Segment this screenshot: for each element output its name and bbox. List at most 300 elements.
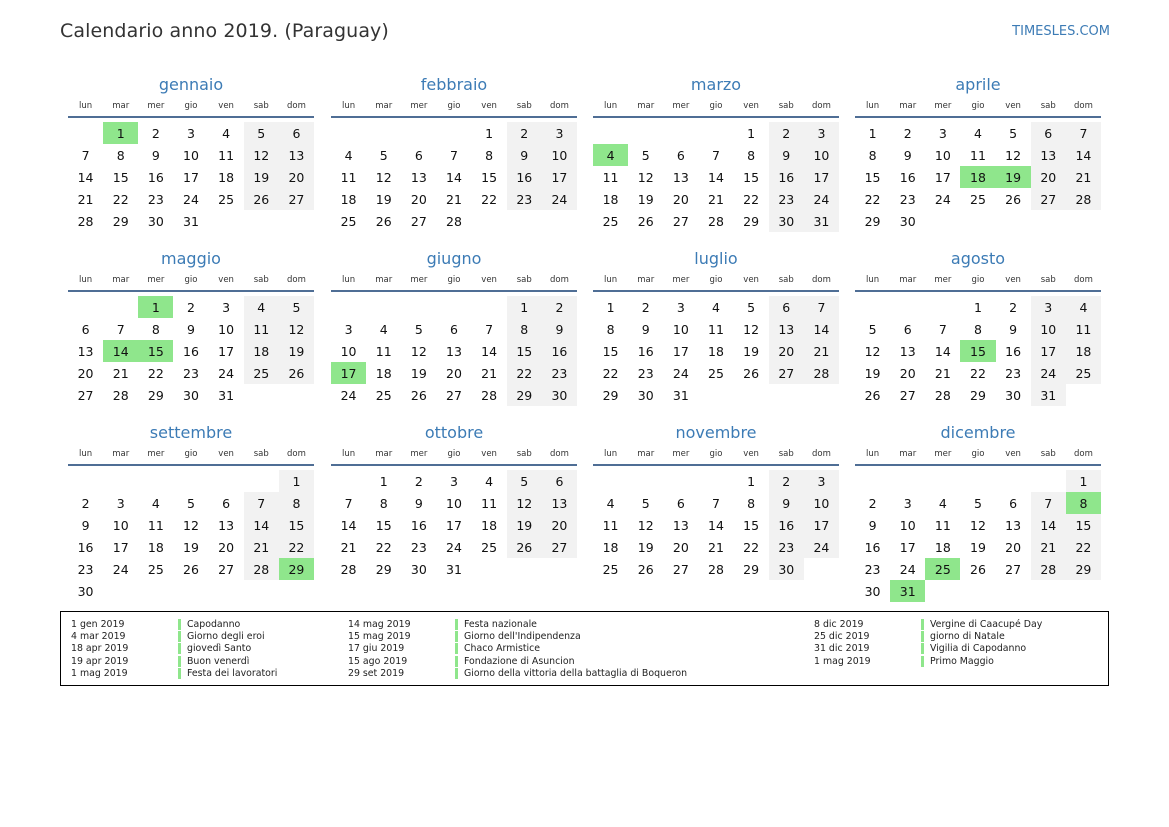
- day: 19: [279, 340, 314, 362]
- holiday-date: 4 mar 2019: [71, 631, 126, 643]
- weekday-label: sab: [1040, 449, 1056, 459]
- day: 14: [77, 169, 94, 185]
- day: 23: [769, 188, 804, 210]
- days-grid: [855, 470, 1101, 602]
- day: 24: [112, 561, 129, 577]
- day: 3: [1031, 296, 1066, 318]
- day: 18: [602, 539, 619, 555]
- day: 21: [481, 365, 498, 381]
- day: 3: [187, 125, 195, 141]
- weekday-label: mar: [899, 449, 917, 459]
- day-empty: [68, 296, 103, 318]
- day: 17: [112, 539, 129, 555]
- day: 5: [974, 495, 982, 511]
- holiday-date: 1 gen 2019: [71, 618, 125, 630]
- day: 25: [602, 213, 619, 229]
- day: 6: [279, 122, 314, 144]
- day: 13: [279, 144, 314, 166]
- holiday-row: [804, 643, 1042, 655]
- day: 23: [864, 561, 881, 577]
- day: 31: [218, 387, 235, 403]
- weekday-label: dom: [1073, 275, 1093, 285]
- day: 12: [375, 169, 392, 185]
- day: 27: [446, 387, 462, 403]
- day: 8: [507, 318, 542, 340]
- day: 8: [279, 492, 314, 514]
- day: 7: [116, 321, 125, 337]
- day: 2: [81, 495, 90, 511]
- holiday-name: Buon venerdì: [178, 656, 249, 667]
- day: 19: [375, 191, 392, 207]
- day: 25: [481, 539, 498, 555]
- weekday-header: [593, 96, 839, 118]
- day: 5: [641, 495, 650, 511]
- day: 26: [375, 213, 392, 229]
- day: 15: [112, 169, 129, 185]
- holiday-day: 31: [890, 580, 925, 602]
- day: 11: [340, 169, 357, 185]
- weekday-label: dom: [811, 275, 831, 285]
- weekday-label: mer: [934, 449, 952, 459]
- day: 12: [970, 517, 986, 533]
- day: 5: [507, 470, 542, 492]
- weekday-label: mar: [112, 449, 130, 459]
- weekday-label: gio: [971, 275, 985, 285]
- day: 29: [970, 387, 986, 403]
- day: 23: [542, 362, 577, 384]
- day: 10: [183, 147, 199, 163]
- day: 6: [81, 321, 90, 337]
- day: 20: [410, 191, 427, 207]
- day: 22: [279, 536, 314, 558]
- day: 7: [938, 321, 947, 337]
- day: 24: [934, 191, 951, 207]
- day-empty: [663, 470, 698, 492]
- day: 25: [375, 387, 392, 403]
- weekday-label: lun: [342, 101, 356, 111]
- holiday-row: [61, 618, 277, 630]
- day: 2: [507, 122, 542, 144]
- holiday-name: Fondazione di Asuncion: [455, 656, 575, 667]
- weekday-label: gio: [184, 449, 198, 459]
- holiday-date: 18 apr 2019: [71, 643, 129, 655]
- weekday-header: [855, 270, 1101, 292]
- day: 29: [507, 384, 542, 406]
- weekday-label: ven: [481, 275, 497, 285]
- holiday-column: [804, 618, 1042, 668]
- day: 21: [1031, 536, 1066, 558]
- day: 21: [708, 191, 724, 207]
- day: 25: [708, 365, 724, 381]
- days-grid: [68, 296, 314, 406]
- holiday-date: 29 set 2019: [348, 668, 405, 680]
- weekday-label: gio: [447, 449, 461, 459]
- day: 27: [1005, 561, 1022, 577]
- day: 11: [602, 517, 619, 533]
- holiday-day: 25: [925, 558, 960, 580]
- day: 14: [1066, 144, 1101, 166]
- day: 24: [804, 188, 839, 210]
- day: 22: [1066, 536, 1101, 558]
- day: 19: [410, 365, 427, 381]
- day: 10: [340, 343, 357, 359]
- day: 20: [899, 365, 916, 381]
- day-empty: [890, 296, 925, 318]
- day: 11: [1066, 318, 1101, 340]
- holiday-row: [338, 655, 687, 667]
- day: 27: [1031, 188, 1066, 210]
- weekday-label: lun: [79, 275, 93, 285]
- day: 7: [450, 147, 458, 163]
- day: 28: [112, 387, 129, 403]
- day: 16: [507, 166, 542, 188]
- holiday-date: 8 dic 2019: [814, 618, 864, 630]
- day: 15: [743, 169, 760, 185]
- day: 24: [340, 387, 357, 403]
- day: 18: [708, 343, 724, 359]
- holiday-date: 1 mag 2019: [71, 668, 128, 680]
- day: 24: [218, 365, 235, 381]
- day: 20: [1005, 539, 1022, 555]
- day: 5: [1009, 125, 1018, 141]
- day: 29: [1066, 558, 1101, 580]
- weekday-label: mer: [410, 101, 428, 111]
- holiday-row: [61, 643, 277, 655]
- weekday-label: gio: [971, 449, 985, 459]
- day-empty: [593, 122, 628, 144]
- days-grid: [593, 122, 839, 232]
- month-name: novembre: [675, 423, 757, 442]
- day: 12: [743, 321, 760, 337]
- weekday-label: gio: [184, 101, 198, 111]
- day-empty: [401, 122, 436, 144]
- day: 25: [602, 561, 619, 577]
- day: 18: [340, 191, 357, 207]
- day: 10: [446, 495, 462, 511]
- holiday-row: [338, 630, 687, 642]
- weekday-label: lun: [342, 449, 356, 459]
- day: 18: [375, 365, 392, 381]
- day: 26: [970, 561, 986, 577]
- day: 15: [1066, 514, 1101, 536]
- day: 16: [77, 539, 94, 555]
- month-maggio: [68, 248, 314, 406]
- day-empty: [331, 296, 366, 318]
- day: 8: [747, 147, 756, 163]
- day: 23: [769, 536, 804, 558]
- weekday-label: ven: [1005, 275, 1021, 285]
- day: 30: [1005, 387, 1022, 403]
- day: 30: [183, 387, 199, 403]
- day-empty: [331, 470, 366, 492]
- day: 30: [769, 210, 804, 232]
- weekday-label: ven: [743, 449, 759, 459]
- day: 26: [507, 536, 542, 558]
- day: 22: [507, 362, 542, 384]
- day: 13: [542, 492, 577, 514]
- day-empty: [68, 470, 103, 492]
- days-grid: [331, 470, 577, 580]
- day: 1: [974, 299, 982, 315]
- holiday-date: 15 mag 2019: [348, 631, 411, 643]
- day: 17: [934, 169, 951, 185]
- day: 6: [769, 296, 804, 318]
- days-grid: [68, 470, 314, 602]
- day: 3: [903, 495, 912, 511]
- day: 22: [375, 539, 392, 555]
- day: 20: [279, 166, 314, 188]
- weekday-label: ven: [743, 101, 759, 111]
- day: 3: [344, 321, 353, 337]
- day: 15: [279, 514, 314, 536]
- day: 18: [602, 191, 619, 207]
- day: 16: [899, 169, 916, 185]
- day: 22: [602, 365, 619, 381]
- day: 12: [637, 169, 654, 185]
- month-name: agosto: [950, 249, 1006, 268]
- day: 28: [804, 362, 839, 384]
- day: 2: [641, 299, 650, 315]
- day: 21: [244, 536, 279, 558]
- weekday-label: mer: [147, 449, 165, 459]
- weekday-label: mar: [112, 275, 130, 285]
- day: 23: [637, 365, 654, 381]
- days-grid: [68, 122, 314, 232]
- day: 28: [446, 213, 462, 229]
- weekday-label: gio: [709, 101, 723, 111]
- day-empty: [663, 122, 698, 144]
- day: 18: [934, 539, 951, 555]
- day: 28: [244, 558, 279, 580]
- holiday-name: Giorno degli eroi: [178, 631, 265, 642]
- day: 27: [672, 213, 689, 229]
- day: 16: [542, 340, 577, 362]
- day: 25: [147, 561, 164, 577]
- day: 17: [804, 514, 839, 536]
- month-luglio: [593, 248, 839, 406]
- day: 2: [769, 470, 804, 492]
- weekday-label: dom: [1073, 101, 1093, 111]
- day: 28: [340, 561, 357, 577]
- day: 6: [903, 321, 912, 337]
- day: 16: [410, 517, 427, 533]
- weekday-header: [855, 96, 1101, 118]
- site-link[interactable]: TIMESLES.COM: [1012, 24, 1110, 39]
- day: 10: [112, 517, 129, 533]
- holiday-column: [61, 618, 277, 680]
- day-empty: [244, 470, 279, 492]
- day: 10: [804, 144, 839, 166]
- day: 5: [868, 321, 877, 337]
- day: 24: [446, 539, 462, 555]
- day: 2: [414, 473, 423, 489]
- weekday-label: mar: [637, 449, 655, 459]
- day: 8: [151, 321, 160, 337]
- holiday-row: [61, 655, 277, 667]
- holiday-name: giorno di Natale: [921, 631, 1005, 642]
- holiday-row: [338, 668, 687, 680]
- month-febbraio: [331, 74, 577, 232]
- day: 7: [712, 147, 720, 163]
- days-grid: [855, 122, 1101, 232]
- day: 2: [151, 125, 160, 141]
- weekday-label: sab: [516, 449, 532, 459]
- weekday-label: ven: [1005, 101, 1021, 111]
- day: 30: [769, 558, 804, 580]
- day: 6: [676, 495, 685, 511]
- day: 30: [410, 561, 427, 577]
- day: 10: [804, 492, 839, 514]
- day: 9: [414, 495, 423, 511]
- day: 22: [970, 365, 986, 381]
- weekday-label: sab: [253, 101, 269, 111]
- day: 11: [375, 343, 392, 359]
- day-empty: [401, 296, 436, 318]
- day: 6: [1031, 122, 1066, 144]
- day: 10: [934, 147, 951, 163]
- day: 3: [116, 495, 125, 511]
- day: 19: [864, 365, 881, 381]
- day: 21: [340, 539, 357, 555]
- day: 31: [804, 210, 839, 232]
- holiday-row: [338, 643, 687, 655]
- weekday-label: mer: [672, 449, 690, 459]
- day: 2: [1009, 299, 1018, 315]
- day: 17: [672, 343, 689, 359]
- weekday-label: gio: [447, 101, 461, 111]
- month-novembre: [593, 422, 839, 580]
- day: 22: [481, 191, 498, 207]
- day: 15: [481, 169, 498, 185]
- weekday-label: ven: [743, 275, 759, 285]
- day: 26: [183, 561, 199, 577]
- day: 14: [481, 343, 498, 359]
- day: 4: [606, 495, 615, 511]
- holiday-day: 1: [103, 122, 138, 144]
- day: 7: [244, 492, 279, 514]
- holiday-day: 14: [103, 340, 138, 362]
- weekday-label: sab: [1040, 101, 1056, 111]
- month-name: maggio: [161, 249, 221, 268]
- day: 11: [481, 495, 498, 511]
- day: 11: [602, 169, 619, 185]
- day: 14: [708, 169, 724, 185]
- day-empty: [103, 470, 138, 492]
- day: 6: [222, 495, 231, 511]
- day: 9: [81, 517, 90, 533]
- day-empty: [593, 470, 628, 492]
- day: 26: [637, 213, 654, 229]
- holiday-day: 8: [1066, 492, 1101, 514]
- day: 3: [222, 299, 231, 315]
- day: 28: [77, 213, 94, 229]
- day: 28: [708, 561, 724, 577]
- day: 17: [183, 169, 199, 185]
- day: 11: [970, 147, 986, 163]
- day: 18: [244, 340, 279, 362]
- day: 7: [712, 495, 720, 511]
- day: 27: [672, 561, 689, 577]
- weekday-label: dom: [286, 101, 306, 111]
- day: 4: [244, 296, 279, 318]
- day: 19: [244, 166, 279, 188]
- day: 21: [804, 340, 839, 362]
- weekday-label: sab: [253, 449, 269, 459]
- holiday-day: 15: [138, 340, 173, 362]
- day: 19: [743, 343, 760, 359]
- weekday-label: mer: [672, 275, 690, 285]
- day: 14: [708, 517, 724, 533]
- weekday-label: dom: [286, 449, 306, 459]
- day: 15: [743, 517, 760, 533]
- day: 9: [903, 147, 912, 163]
- day: 6: [414, 147, 423, 163]
- day: 20: [542, 514, 577, 536]
- day: 23: [77, 561, 94, 577]
- day: 5: [414, 321, 423, 337]
- day: 3: [804, 470, 839, 492]
- day-empty: [68, 122, 103, 144]
- month-name: giugno: [426, 249, 482, 268]
- holiday-date: 14 mag 2019: [348, 618, 411, 630]
- day: 24: [899, 561, 916, 577]
- weekday-label: lun: [79, 101, 93, 111]
- weekday-label: dom: [549, 275, 569, 285]
- day-empty: [436, 122, 471, 144]
- day: 11: [708, 321, 724, 337]
- weekday-label: sab: [516, 101, 532, 111]
- day: 30: [542, 384, 577, 406]
- weekday-header: [331, 270, 577, 292]
- day: 24: [804, 536, 839, 558]
- holiday-name: Vergine di Caacupé Day: [921, 619, 1042, 630]
- day: 10: [672, 321, 689, 337]
- weekday-label: ven: [218, 101, 234, 111]
- holiday-row: [61, 630, 277, 642]
- day: 14: [1031, 514, 1066, 536]
- day: 25: [218, 191, 235, 207]
- days-grid: [855, 296, 1101, 406]
- day: 9: [507, 144, 542, 166]
- day: 19: [970, 539, 986, 555]
- day: 22: [147, 365, 164, 381]
- day: 26: [244, 188, 279, 210]
- day: 4: [712, 299, 720, 315]
- day: 29: [743, 561, 760, 577]
- day: 19: [637, 539, 654, 555]
- day-empty: [138, 470, 173, 492]
- weekday-label: mer: [410, 449, 428, 459]
- day: 17: [446, 517, 462, 533]
- day: 26: [410, 387, 427, 403]
- day: 5: [244, 122, 279, 144]
- day: 14: [934, 343, 951, 359]
- day: 21: [112, 365, 129, 381]
- day: 25: [970, 191, 986, 207]
- day: 16: [637, 343, 654, 359]
- day: 20: [218, 539, 235, 555]
- holiday-name: Festa dei lavoratori: [178, 668, 277, 679]
- weekday-label: gio: [709, 275, 723, 285]
- day: 12: [410, 343, 427, 359]
- day: 8: [116, 147, 125, 163]
- weekday-label: mar: [375, 449, 393, 459]
- day: 31: [1031, 384, 1066, 406]
- day: 13: [77, 343, 94, 359]
- day: 26: [279, 362, 314, 384]
- day: 21: [446, 191, 462, 207]
- day: 23: [899, 191, 916, 207]
